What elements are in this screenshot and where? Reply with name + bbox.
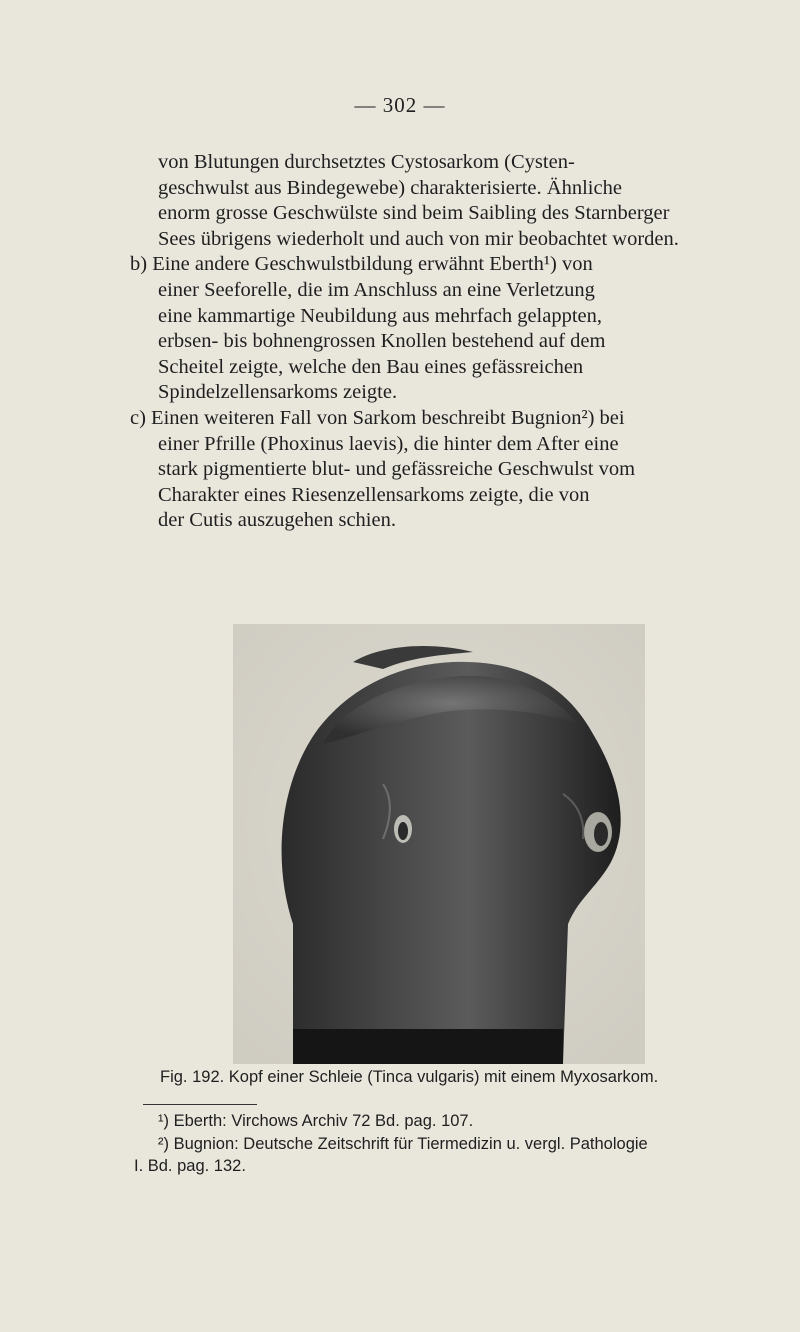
text-line: erbsen- bis bohnengrossen Knollen bestehend auf dem — [158, 330, 606, 353]
footnote-divider — [143, 1104, 257, 1105]
text-line: der Cutis auszugehen schien. — [158, 509, 396, 532]
text-line: einer Seeforelle, die im Anschluss an eine Verletzung — [158, 278, 595, 301]
fish-head-illustration — [233, 624, 645, 1064]
text-line: Sees übrigens wiederholt und auch von mir beobachtet worden. — [158, 227, 679, 250]
text-line: geschwulst aus Bindegewebe) charakterisierte. Ähnliche — [158, 176, 622, 199]
text-line: stark pigmentierte blut- und gefässreiche Geschwulst vom — [158, 458, 636, 481]
paragraph-a — [158, 150, 740, 252]
text-line: b) Eine andere Geschwulstbildung erwähnt Eberth¹) von — [130, 253, 593, 276]
text-line: eine kammartige Neubildung aus mehrfach gelappten, — [158, 304, 603, 327]
text-line: c) Einen weiteren Fall von Sarkom beschreibt Bugnion²) bei — [130, 406, 625, 429]
mount-base — [293, 1029, 563, 1064]
body-text — [130, 150, 740, 534]
text-line: Spindelzellensarkoms zeigte. — [158, 381, 398, 404]
page-number: — 302 — — [354, 93, 446, 117]
footnotes — [134, 1110, 758, 1178]
footnote: ²) Bugnion: Deutsche Zeitschrift für Tiermedizin u. vergl. Pathologie — [158, 1134, 648, 1153]
paragraph-c — [130, 406, 740, 534]
text-line: einer Pfrille (Phoxinus laevis), die hinter dem After eine — [158, 432, 619, 455]
text-line: von Blutungen durchsetztes Cystosarkom (Cysten- — [158, 151, 575, 173]
footnote-continuation: I. Bd. pag. 132. — [134, 1157, 246, 1175]
text-line: Scheitel zeigte, welche den Bau eines gefässreichen — [158, 355, 584, 378]
figure-fish-head-photo — [233, 624, 645, 1064]
figure-caption: Fig. 192. Kopf einer Schleie (Tinca vulgaris) mit einem Myxosarkom. — [160, 1068, 659, 1086]
paragraph-b — [130, 252, 740, 406]
text-line: Charakter eines Riesenzellensarkoms zeigte, die von — [158, 483, 590, 506]
text-line: enorm grosse Geschwülste sind beim Saibling des Starnberger — [158, 202, 670, 225]
footnote: ¹) Eberth: Virchows Archiv 72 Bd. pag. 107. — [158, 1112, 474, 1130]
